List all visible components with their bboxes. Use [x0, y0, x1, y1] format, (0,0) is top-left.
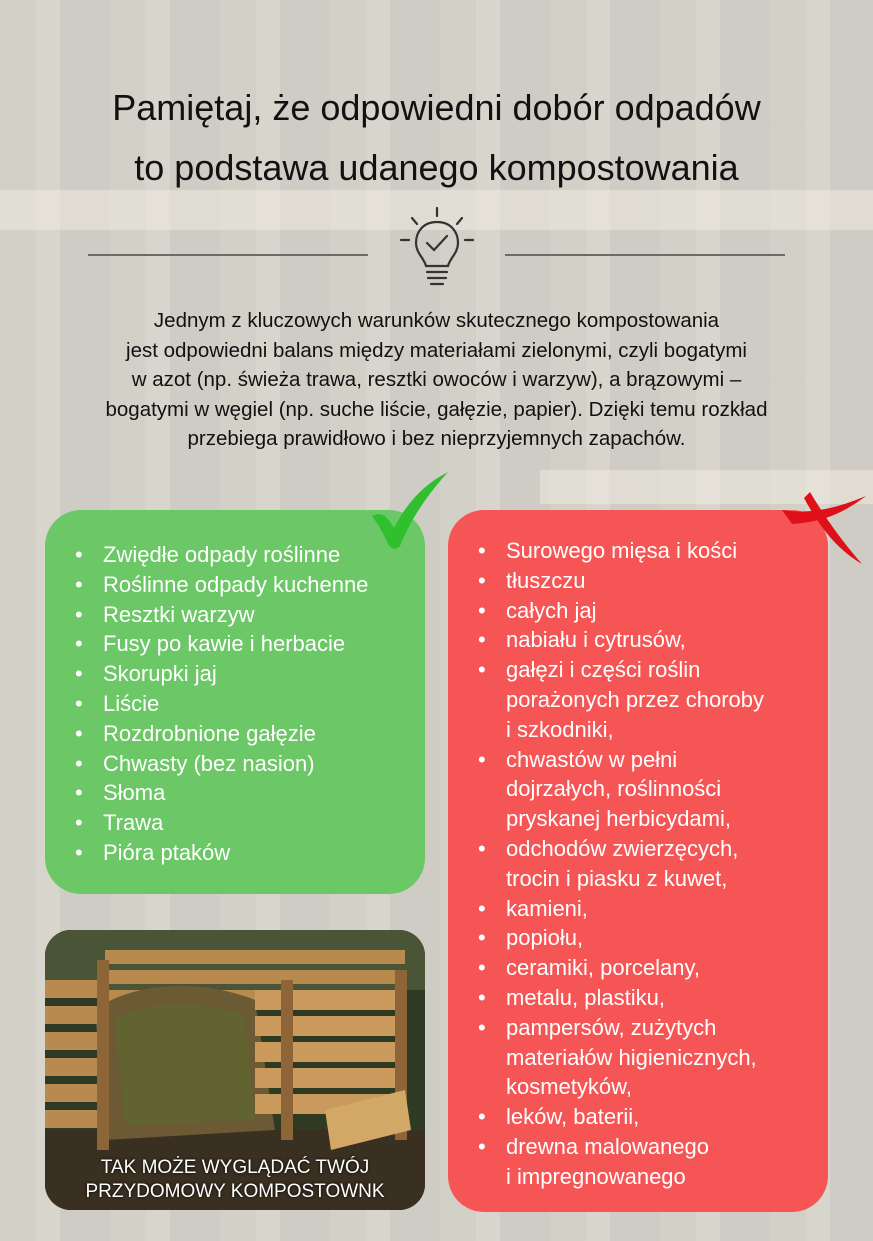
list-item-text: pryskanej herbicydami, — [506, 806, 731, 832]
list-item — [478, 953, 764, 983]
intro-line: w azot (np. świeża trawa, resztki owoców i warzyw), a brązowymi – — [131, 368, 742, 391]
list-item-text: całych jaj — [506, 597, 597, 623]
list-item — [478, 923, 764, 953]
list-item — [478, 894, 764, 924]
list-item-text: leków, baterii, — [506, 1104, 640, 1130]
list-item — [478, 625, 764, 655]
list-item-text: porażonych przez choroby — [506, 686, 765, 712]
list-item — [478, 983, 764, 1013]
list-item-text: tłuszczu — [506, 567, 586, 593]
list-item — [478, 1132, 764, 1192]
cross-icon — [780, 488, 868, 568]
intro-paragraph — [30, 306, 843, 454]
page-title — [40, 78, 833, 198]
list-item-text: dojrzałych, roślinności — [506, 776, 722, 802]
list-item-text: odchodów zwierzęcych, — [506, 835, 739, 861]
divider-right — [505, 254, 785, 256]
list-item — [478, 1013, 764, 1102]
list-item-text: trocin i piasku z kuwet, — [506, 865, 728, 891]
list-item: • Zwiędłe odpady roślinne — [75, 540, 368, 570]
intro-line: Jednym z kluczowych warunków skutecznego kompostowania — [153, 309, 720, 332]
allowed-list — [75, 540, 368, 868]
list-item-text: popiołu, — [506, 925, 584, 951]
list-item — [478, 655, 764, 744]
list-item-text: pampersów, zużytych — [506, 1014, 717, 1040]
list-item-text: kamieni, — [506, 895, 588, 921]
list-item: • Skorupki jaj — [75, 659, 368, 689]
list-item-text: chwastów w pełni — [506, 746, 678, 772]
title-line: to podstawa udanego kompostowania — [134, 147, 739, 188]
list-item: • Roślinne odpady kuchenne — [75, 570, 368, 600]
lightbulb-check-icon — [398, 206, 476, 292]
list-item: • Słoma — [75, 778, 368, 808]
list-item: • Chwasty (bez nasion) — [75, 749, 368, 779]
list-item-text: i impregnowanego — [506, 1163, 686, 1189]
list-item: • Fusy po kawie i herbacie — [75, 629, 368, 659]
title-line: Pamiętaj, że odpowiedni dobór odpadów — [112, 87, 761, 128]
list-item-text: materiałów higienicznych, — [506, 1044, 757, 1070]
list-item — [478, 596, 764, 626]
list-item-text: drewna malowanego — [506, 1133, 710, 1159]
forbidden-waste-box — [448, 510, 828, 1212]
list-item: • Resztki warzyw — [75, 600, 368, 630]
caption-line: TAK MOŻE WYGLĄDAĆ TWÓJ — [100, 1157, 370, 1178]
allowed-waste-box — [45, 510, 425, 894]
divider-left — [88, 254, 368, 256]
list-item: • Pióra ptaków — [75, 838, 368, 868]
checkmark-icon — [366, 468, 452, 554]
list-item — [478, 1102, 764, 1132]
photo-caption — [45, 1156, 425, 1204]
list-item-text: kosmetyków, — [506, 1074, 632, 1100]
list-item: • Trawa — [75, 808, 368, 838]
list-item — [478, 536, 764, 566]
list-item — [478, 834, 764, 894]
list-item — [478, 745, 764, 834]
list-item-text: gałęzi i części roślin — [506, 657, 701, 683]
caption-line: PRZYDOMOWY KOMPOSTOWNK — [85, 1181, 385, 1202]
list-item — [478, 566, 764, 596]
list-item-text: i szkodniki, — [506, 716, 614, 742]
list-item-text: metalu, plastiku, — [506, 984, 665, 1010]
compost-bin-photo — [45, 930, 425, 1210]
intro-line: jest odpowiedni balans między materiałami zielonymi, czyli bogatymi — [126, 338, 747, 362]
list-item: • Rozdrobnione gałęzie — [75, 719, 368, 749]
list-item-text: ceramiki, porcelany, — [506, 955, 700, 981]
list-item: • Liście — [75, 689, 368, 719]
forbidden-list — [478, 536, 764, 1192]
list-item-text: Surowego mięsa i kości — [506, 538, 738, 563]
intro-line: bogatymi w węgiel (np. suche liście, gałęzie, papier). Dzięki temu rozkład — [105, 397, 768, 421]
intro-line: przebiega prawidłowo i bez nieprzyjemnych zapachów. — [187, 427, 686, 450]
list-item-text: nabiału i cytrusów, — [506, 627, 686, 653]
